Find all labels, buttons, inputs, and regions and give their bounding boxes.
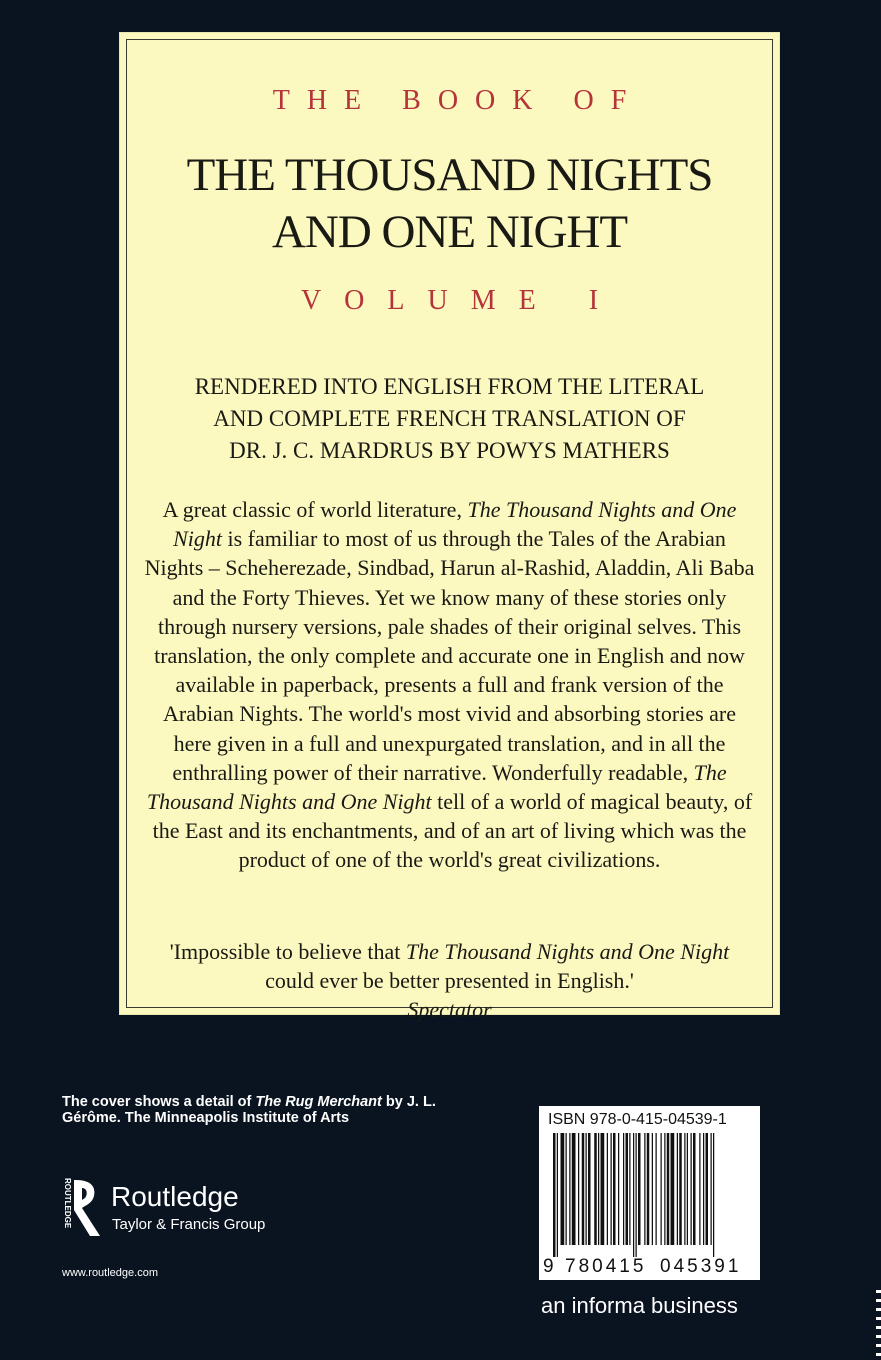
blurb-paragraph	[144, 495, 755, 875]
barcode-bar	[667, 1133, 670, 1245]
barcode-bar	[626, 1133, 629, 1245]
barcode-bar	[588, 1133, 591, 1245]
blurb-italic-title-1: The Thousand Nights and One Night	[173, 497, 737, 552]
barcode-bar	[703, 1133, 704, 1245]
barcode-bar	[572, 1133, 576, 1245]
barcode-bar	[679, 1133, 682, 1245]
publisher-group: Taylor & Francis Group	[112, 1216, 266, 1233]
translation-credits	[120, 371, 779, 467]
barcode-bar	[644, 1133, 645, 1245]
routledge-logo-text: ROUTLEDGE	[63, 1178, 72, 1229]
barcode-bar	[607, 1133, 608, 1245]
barcode-bar	[566, 1133, 567, 1245]
barcode-bar	[691, 1133, 692, 1245]
quote-close: could ever be better presented in English.'	[265, 968, 634, 993]
barcode-bar	[706, 1133, 709, 1245]
barcode-bar	[553, 1133, 556, 1257]
publisher-block	[60, 1176, 360, 1246]
title-line-1: THE THOUSAND NIGHTS	[186, 149, 713, 201]
publisher-website[interactable]: www.routledge.com	[62, 1267, 158, 1279]
barcode-right-group: 045391	[660, 1256, 742, 1277]
barcode-bar	[594, 1133, 597, 1245]
barcode-bar	[713, 1133, 714, 1257]
barcode-bar	[636, 1133, 637, 1257]
barcode-bar	[711, 1133, 712, 1245]
blurb-text-2: is familiar to most of us through the Tales of the Arabian Nights – Scheherezade, Sindbad, Harun al-Rashid, Aladdin, Ali Baba and the Forty Thieves. Yet we know many of these stories only through nursery versions, pale shades of their original selves. This translation, the only complete and accurate one in English and now available in paperback, presents a full and frank version of the Arabian Nights. The world's most vivid and absorbing stories are here given in a full and unexpurgated translation, and in all the enthralling power of their narrative. Wonderfully readable,	[144, 526, 755, 785]
barcode-bar	[561, 1133, 565, 1245]
barcode-bar	[656, 1133, 657, 1245]
barcode-bar	[671, 1133, 675, 1245]
barcode-bar	[699, 1133, 700, 1245]
blurb-text-1: A great classic of world literature,	[162, 497, 468, 522]
barcode-bar	[652, 1133, 653, 1245]
credits-line-1: RENDERED INTO ENGLISH FROM THE LITERAL	[194, 374, 705, 399]
volume-label: VOLUME I	[300, 285, 622, 316]
credits-line-2: AND COMPLETE FRENCH TRANSLATION OF	[213, 406, 686, 431]
quote-text	[144, 937, 755, 995]
barcode-bar	[613, 1133, 616, 1245]
barcode-bar	[633, 1133, 634, 1257]
caption-text-1: The cover shows a detail of	[62, 1094, 256, 1110]
blurb-italic-title-2: The Thousand Nights and One Night	[146, 759, 727, 815]
routledge-logo-icon	[60, 1176, 104, 1240]
barcode-bar	[578, 1133, 579, 1245]
barcode-bar	[557, 1133, 558, 1257]
barcode-bar	[661, 1133, 662, 1245]
barcode-bar	[664, 1133, 665, 1245]
quote-source: Spectator	[407, 997, 492, 1022]
caption-artwork-title: The Rug Merchant	[255, 1094, 382, 1110]
barcode-bar	[611, 1133, 612, 1245]
cover-art-caption	[62, 1094, 442, 1126]
barcode-bars	[553, 1133, 751, 1257]
barcode-bar	[623, 1133, 624, 1245]
review-quote	[144, 937, 755, 1024]
barcode-first-digit: 9	[543, 1256, 554, 1277]
book-title	[120, 147, 779, 261]
barcode-bar	[569, 1133, 570, 1245]
publisher-name: Routledge	[111, 1181, 239, 1212]
quote-italic-title: The Thousand Nights and One Night	[405, 939, 730, 964]
edge-registration-mark	[876, 1290, 881, 1360]
credits-line-3: DR. J. C. MARDRUS BY POWYS MATHERS	[229, 438, 670, 463]
barcode-bar	[687, 1133, 688, 1245]
quote-open: 'Impossible to believe that	[169, 939, 406, 964]
informa-tagline: an informa business	[541, 1293, 738, 1318]
barcode-bar	[693, 1133, 696, 1245]
barcode-bar	[677, 1133, 678, 1245]
barcode-bar	[586, 1133, 587, 1245]
barcode-bar	[629, 1133, 630, 1245]
blurb-text-3: tell of a world of magical beauty, of the East and its enchantments, and of an art of living which was the product of one of the world's great civilizations.	[152, 789, 753, 873]
barcode-bar	[647, 1133, 650, 1245]
series-heading: THE BOOK OF	[272, 85, 644, 116]
isbn-barcode	[539, 1106, 760, 1280]
barcode-bar	[684, 1133, 685, 1245]
barcode-bar	[598, 1133, 599, 1245]
caption-text-2: by J. L. Gérôme. The Minneapolis Institute of Arts	[62, 1094, 436, 1126]
barcode-bar	[582, 1133, 585, 1245]
barcode-bar	[601, 1133, 605, 1245]
barcode-left-group: 780415	[565, 1256, 647, 1277]
barcode-bar	[638, 1133, 641, 1245]
title-line-2: AND ONE NIGHT	[271, 206, 628, 258]
isbn-label: ISBN 978-0-415-04539-1	[548, 1111, 727, 1128]
cover-panel	[119, 32, 780, 1022]
barcode-bar	[618, 1133, 619, 1245]
